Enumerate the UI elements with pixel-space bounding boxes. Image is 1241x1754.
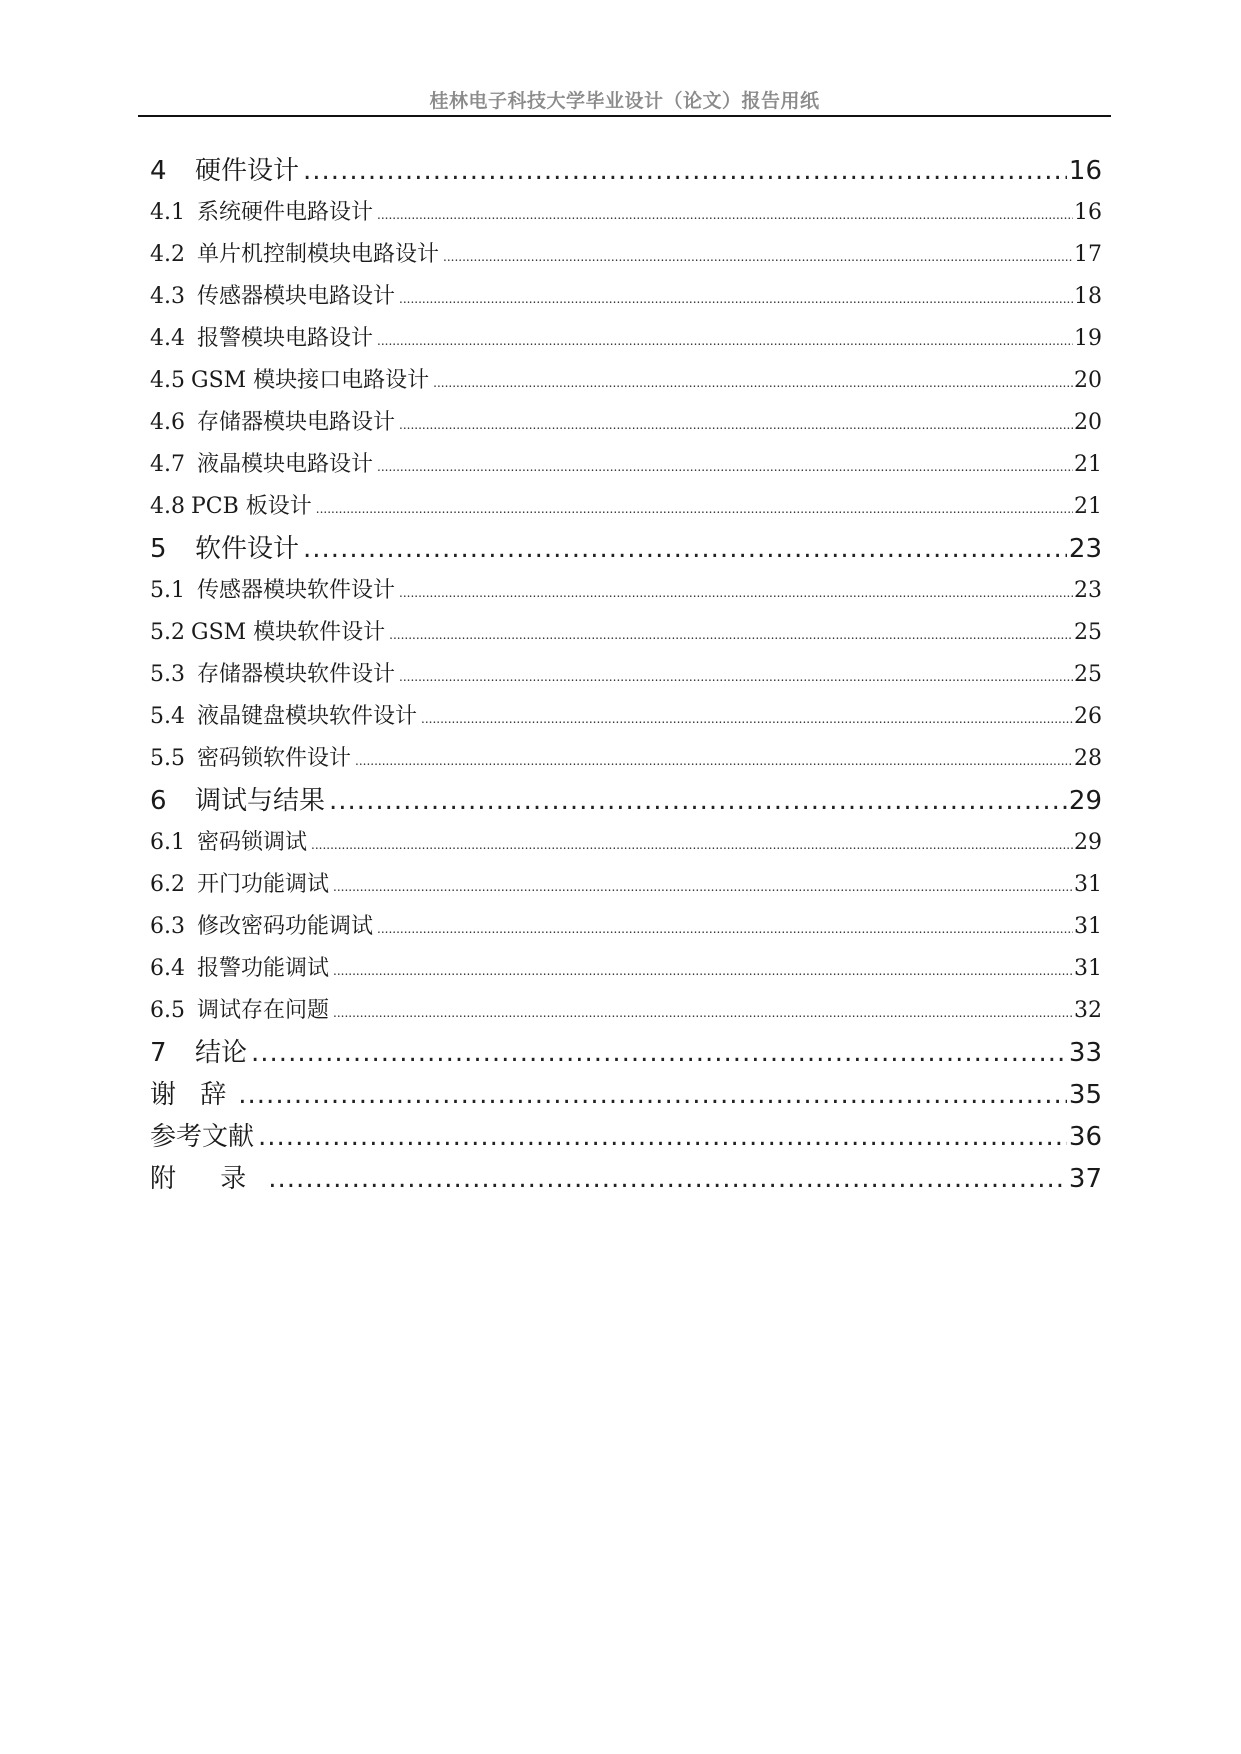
toc-entry-number: 4.5 [150, 368, 185, 393]
dot-leader [303, 528, 1067, 570]
toc-entry-number: 4.1 [150, 200, 185, 225]
toc-entry-page: 16 [1068, 156, 1102, 186]
toc-entry-number: 6.2 [150, 872, 185, 897]
toc-entry-number: 5.4 [150, 704, 185, 729]
toc-entry-title: 报警模块电路设计 [197, 326, 374, 351]
toc-entry-chapter-6[interactable] [150, 780, 1102, 822]
dot-leader [399, 404, 1073, 446]
dot-leader [238, 1074, 1067, 1116]
toc-entry-section-6-5[interactable] [150, 990, 1102, 1032]
dot-leader [399, 278, 1073, 320]
toc-entry-title: 附 录 [150, 1164, 265, 1194]
toc-entry-page: 28 [1074, 746, 1102, 771]
toc-entry-appendix[interactable] [150, 1158, 1102, 1200]
toc-entry-page: 29 [1074, 830, 1102, 855]
toc-entry-section-4-4[interactable] [150, 318, 1102, 360]
toc-entry-title: 硬件设计 [195, 156, 300, 186]
toc-entry-number: 5.3 [150, 662, 185, 687]
toc-entry-title: 开门功能调试 [197, 872, 330, 897]
toc-entry-acknowledgements[interactable] [150, 1074, 1102, 1116]
toc-entry-page: 21 [1074, 452, 1102, 477]
toc-entry-page: 25 [1074, 662, 1102, 687]
dot-leader [399, 572, 1073, 614]
dot-leader [433, 362, 1073, 404]
dot-leader [355, 740, 1073, 782]
toc-entry-title: 修改密码功能调试 [197, 914, 374, 939]
toc-entry-title: 传感器模块电路设计 [197, 284, 396, 309]
toc-entry-section-5-1[interactable] [150, 570, 1102, 612]
toc-entry-section-6-1[interactable] [150, 822, 1102, 864]
toc-entry-title: 存储器模块电路设计 [197, 410, 396, 435]
toc-entry-title: 密码锁软件设计 [197, 746, 352, 771]
toc-entry-page: 31 [1074, 872, 1102, 897]
toc-entry-chapter-4[interactable] [150, 150, 1102, 192]
table-of-contents [150, 150, 1102, 1200]
toc-entry-references[interactable] [150, 1116, 1102, 1158]
toc-entry-page: 20 [1074, 410, 1102, 435]
toc-entry-section-5-3[interactable] [150, 654, 1102, 696]
toc-entry-title: 调试存在问题 [197, 998, 330, 1023]
toc-entry-page: 33 [1068, 1038, 1102, 1068]
toc-entry-section-4-8[interactable] [150, 486, 1102, 528]
toc-entry-number: 4.4 [150, 326, 185, 351]
toc-entry-page: 21 [1074, 494, 1102, 519]
toc-entry-title: 传感器模块软件设计 [197, 578, 396, 603]
dot-leader [389, 614, 1073, 656]
toc-entry-chapter-5[interactable] [150, 528, 1102, 570]
toc-entry-number: 6.3 [150, 914, 185, 939]
toc-entry-number: 4.2 [150, 242, 185, 267]
toc-entry-number: 4.7 [150, 452, 185, 477]
toc-entry-section-4-3[interactable] [150, 276, 1102, 318]
header-rule [138, 115, 1111, 117]
toc-entry-title: 单片机控制模块电路设计 [197, 242, 440, 267]
toc-entry-section-4-2[interactable] [150, 234, 1102, 276]
toc-entry-page: 32 [1074, 998, 1102, 1023]
dot-leader [251, 1032, 1067, 1074]
dot-leader [258, 1116, 1067, 1158]
dot-leader [333, 992, 1073, 1034]
dot-leader [333, 950, 1073, 992]
toc-entry-section-6-3[interactable] [150, 906, 1102, 948]
dot-leader [377, 908, 1073, 950]
toc-entry-number: 5.5 [150, 746, 185, 771]
dot-leader [303, 150, 1067, 192]
toc-entry-number: 6.1 [150, 830, 185, 855]
toc-entry-page: 36 [1068, 1122, 1102, 1152]
toc-entry-page: 29 [1068, 786, 1102, 816]
page-header: 桂林电子科技大学毕业设计（论文）报告用纸 [429, 90, 820, 112]
toc-entry-title: 参考文献 [150, 1122, 255, 1152]
toc-entry-page: 26 [1074, 704, 1102, 729]
dot-leader [329, 780, 1067, 822]
toc-entry-page: 18 [1074, 284, 1102, 309]
toc-entry-number: 5.1 [150, 578, 185, 603]
toc-entry-page: 31 [1074, 956, 1102, 981]
dot-leader [333, 866, 1073, 908]
toc-entry-page: 37 [1068, 1164, 1102, 1194]
toc-entry-number: 6.5 [150, 998, 185, 1023]
toc-entry-page: 16 [1074, 200, 1102, 225]
toc-entry-number: 5.2 [150, 620, 185, 645]
toc-entry-section-5-5[interactable] [150, 738, 1102, 780]
toc-entry-title: 结论 [195, 1038, 248, 1068]
toc-entry-page: 31 [1074, 914, 1102, 939]
toc-entry-number: 4.8 [150, 494, 185, 519]
toc-entry-title: 液晶模块电路设计 [197, 452, 374, 477]
toc-entry-number: 7 [150, 1038, 167, 1068]
toc-entry-title: GSM 模块软件设计 [191, 620, 386, 645]
toc-entry-page: 19 [1074, 326, 1102, 351]
toc-entry-page: 35 [1068, 1080, 1102, 1110]
toc-entry-title: 调试与结果 [195, 786, 326, 816]
toc-entry-title: PCB 板设计 [191, 494, 312, 519]
toc-entry-section-4-7[interactable] [150, 444, 1102, 486]
toc-entry-page: 20 [1074, 368, 1102, 393]
toc-entry-title: 存储器模块软件设计 [197, 662, 396, 687]
toc-entry-title: 谢 辞 [150, 1080, 235, 1110]
toc-entry-section-4-6[interactable] [150, 402, 1102, 444]
dot-leader [377, 194, 1073, 236]
dot-leader [399, 656, 1073, 698]
toc-entry-number: 6.4 [150, 956, 185, 981]
toc-entry-number: 4 [150, 156, 167, 186]
toc-entry-section-4-5[interactable] [150, 360, 1102, 402]
toc-entry-title: 液晶键盘模块软件设计 [197, 704, 418, 729]
toc-entry-number: 4.3 [150, 284, 185, 309]
toc-entry-chapter-7[interactable] [150, 1032, 1102, 1074]
toc-entry-number: 6 [150, 786, 167, 816]
dot-leader [377, 446, 1073, 488]
dot-leader [316, 488, 1073, 530]
toc-entry-number: 4.6 [150, 410, 185, 435]
toc-entry-section-4-1[interactable] [150, 192, 1102, 234]
dot-leader [443, 236, 1073, 278]
toc-entry-page: 25 [1074, 620, 1102, 645]
toc-entry-title: 系统硬件电路设计 [197, 200, 374, 225]
toc-entry-page: 23 [1068, 534, 1102, 564]
toc-entry-section-5-4[interactable] [150, 696, 1102, 738]
toc-entry-title: GSM 模块接口电路设计 [191, 368, 430, 393]
toc-entry-number: 5 [150, 534, 167, 564]
toc-entry-title: 密码锁调试 [197, 830, 308, 855]
toc-entry-section-5-2[interactable] [150, 612, 1102, 654]
toc-entry-section-6-4[interactable] [150, 948, 1102, 990]
toc-entry-page: 23 [1074, 578, 1102, 603]
dot-leader [311, 824, 1073, 866]
toc-entry-page: 17 [1074, 242, 1102, 267]
toc-entry-section-6-2[interactable] [150, 864, 1102, 906]
toc-entry-title: 软件设计 [195, 534, 300, 564]
dot-leader [377, 320, 1073, 362]
dot-leader [268, 1158, 1067, 1200]
toc-entry-title: 报警功能调试 [197, 956, 330, 981]
dot-leader [421, 698, 1073, 740]
